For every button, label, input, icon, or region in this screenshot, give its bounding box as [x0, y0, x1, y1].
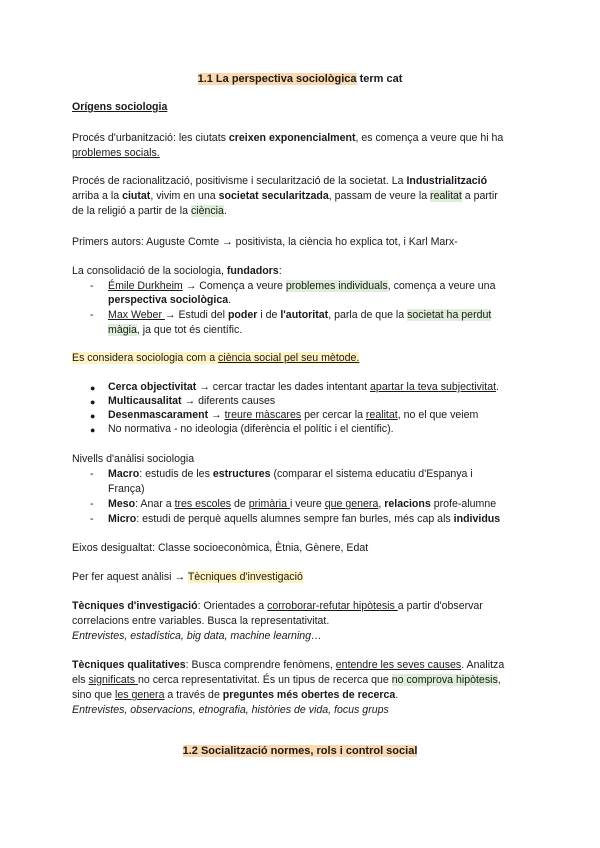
text: :: [278, 265, 282, 277]
bold-text: Macro: [108, 468, 140, 480]
text: → diferents causes: [181, 395, 276, 407]
list-dash: -: [90, 498, 94, 510]
text: .: [496, 381, 499, 393]
list-item-weber-line-1: [108, 309, 491, 322]
heading-highlighted-text: 1.2 Socialització normes, rols i control social: [182, 745, 418, 757]
highlighted-text: Es considera sociologia com a: [72, 352, 219, 364]
paragraph-consolidacio: [72, 265, 282, 278]
text: Primers autors: Auguste Comte → positivista, la ciència ho explica tot, i Karl Marx-: [72, 236, 458, 248]
section-heading-1-1: [0, 73, 600, 86]
paragraph-tecniques-line-3: [72, 630, 322, 643]
bold-text: societat secularitzada: [218, 190, 329, 202]
bullet-item-no-normativa: [108, 423, 394, 436]
text: . Analitza: [461, 659, 505, 671]
paragraph-analisi: [72, 571, 303, 584]
highlighted-text: Tècniques d'investigació: [187, 571, 303, 583]
paragraph-urbanitzacio-line-2: [72, 147, 160, 160]
underlined-text: que genera: [324, 498, 379, 510]
highlighted-text: màgia: [108, 324, 137, 336]
paragraph-qualitatives-line-4: [72, 704, 389, 717]
text: , vivim en una: [150, 190, 219, 202]
list-item-macro-line-1: [108, 468, 473, 481]
text: , es comença a veure que hi ha: [355, 132, 504, 144]
text: ,: [497, 674, 501, 686]
section-heading-1-2: [0, 745, 600, 758]
list-item-durkheim-line-1: [108, 280, 495, 293]
heading-suffix: term cat: [356, 73, 403, 85]
text: .: [223, 205, 227, 217]
bold-text: relacions: [384, 498, 431, 510]
text: .: [228, 294, 232, 306]
paragraph-ciencia-social: [72, 352, 359, 365]
bold-text: Desenmascarament: [108, 409, 209, 421]
list-dash: -: [90, 309, 94, 321]
text: No normativa - no ideologia (diferència el polític i el científic).: [108, 423, 394, 435]
paragraph-tecniques-line-2: [72, 615, 329, 628]
text: correlacions entre variables. Busca la representativitat.: [72, 615, 330, 627]
paragraph-nivells-title: [72, 453, 194, 466]
paragraph-primers-autors: [72, 236, 458, 249]
list-dash: -: [90, 280, 94, 292]
paragraph-tecniques-line-1: [72, 600, 483, 613]
bold-text: Cerca objectivitat: [108, 381, 197, 393]
highlighted-underlined-text: ciència social pel seu mètode.: [218, 352, 360, 364]
subheading-origens: [72, 101, 167, 114]
text: i de: [257, 309, 281, 321]
bold-text: perspectiva sociològica: [108, 294, 229, 306]
bullet-icon: ●: [90, 383, 96, 393]
underlined-text: apartar la teva subjectivitat: [370, 381, 497, 393]
text: Per fer aquest anàlisi →: [72, 571, 188, 583]
underlined-text: entendre les seves causes: [335, 659, 462, 671]
text: , ja que tot és científic.: [136, 324, 243, 336]
list-dash: -: [90, 468, 94, 480]
text: : Anar a: [135, 498, 175, 510]
paragraph-racionalitzacio-line-1: [72, 175, 487, 188]
bullet-item-objectivitat: [108, 381, 499, 394]
text: a través de: [164, 689, 223, 701]
text: Procés d'urbanització: les ciutats: [72, 132, 229, 144]
text: no cerca representativitat. És un tipus de recerca que: [137, 674, 392, 686]
highlighted-text: ciència: [190, 205, 224, 217]
text: , passam de veure la: [328, 190, 431, 202]
bold-text: Industrialització: [406, 175, 488, 187]
paragraph-eixos: [72, 542, 368, 555]
paragraph-qualitatives-line-1: [72, 659, 504, 672]
text: ,: [378, 498, 385, 510]
text: i veure: [289, 498, 325, 510]
list-item-durkheim-line-2: [108, 294, 231, 307]
underlined-text: les genera: [115, 689, 165, 701]
text: a partir d'observar: [397, 600, 483, 612]
bold-text: individus: [453, 513, 501, 525]
text: profe-alumne: [430, 498, 497, 510]
paragraph-urbanitzacio-line-1: [72, 132, 503, 145]
bullet-item-multicausalitat: [108, 395, 275, 408]
paragraph-racionalitzacio-line-3: [72, 205, 227, 218]
text: La consolidació de la sociologia,: [72, 265, 227, 277]
underlined-text: primària: [248, 498, 290, 510]
text: , parla de que la: [328, 309, 408, 321]
subheading-text: Orígens sociologia: [72, 101, 168, 113]
highlighted-text: societat ha perdut: [407, 309, 492, 321]
list-item-weber-line-2: [108, 324, 242, 337]
text: → cercar tractar les dades intentant: [196, 381, 371, 393]
underlined-text: significats: [88, 674, 138, 686]
text: , comença a veure una: [387, 280, 496, 292]
text: els: [72, 674, 89, 686]
bold-text: poder: [227, 309, 258, 321]
bold-text: l'autoritat: [280, 309, 329, 321]
list-dash: -: [90, 513, 94, 525]
paragraph-qualitatives-line-2: [72, 674, 501, 687]
text: per cercar la: [301, 409, 366, 421]
list-item-macro-line-2: [108, 483, 145, 496]
bullet-icon: ●: [90, 397, 96, 407]
text: Eixos desigualtat: Classe socioeconòmica, Ètnia, Gènere, Edat: [72, 542, 369, 554]
text: , no el que veiem: [397, 409, 479, 421]
bold-text: estructures: [212, 468, 271, 480]
bold-text: Multicausalitat: [108, 395, 182, 407]
bullet-icon: ●: [90, 411, 96, 421]
bold-text: Micro: [108, 513, 137, 525]
underlined-text: Max Weber: [108, 309, 165, 321]
text: sino que: [72, 689, 115, 701]
text: : Orientades a: [197, 600, 268, 612]
text: → Estudi del: [164, 309, 228, 321]
text: .: [395, 689, 399, 701]
underlined-text: problemes socials.: [72, 147, 160, 159]
text: a partir: [461, 190, 498, 202]
text: de: [231, 498, 249, 510]
text: →: [208, 409, 225, 421]
underlined-text: tres escoles: [174, 498, 232, 510]
highlighted-text: no comprova hipòtesis: [391, 674, 498, 686]
paragraph-racionalitzacio-line-2: [72, 190, 498, 203]
text: → Comença a veure: [182, 280, 286, 292]
text: França): [108, 483, 145, 495]
heading-highlighted-text: 1.1 La perspectiva sociològica: [197, 73, 357, 85]
bold-text: Tècniques d'investigació: [72, 600, 198, 612]
highlighted-text: problemes individuals: [285, 280, 388, 292]
list-item-meso: [108, 498, 496, 511]
text: Procés de racionalització, positivisme i secularització de la societat. La: [72, 175, 407, 187]
bold-text: Tècniques qualitatives: [72, 659, 186, 671]
text: : Busca comprendre fenòmens,: [185, 659, 336, 671]
bold-text: ciutat: [122, 190, 151, 202]
paragraph-qualitatives-line-3: [72, 689, 398, 702]
bold-text: fundadors: [226, 265, 279, 277]
text: arriba a la: [72, 190, 123, 202]
highlighted-text: realitat: [430, 190, 462, 202]
underlined-text: realitat: [365, 409, 398, 421]
underlined-text: corroborar-refutar hipòtesis: [267, 600, 398, 612]
bold-text: Meso: [108, 498, 136, 510]
text: de la religió a partir de la: [72, 205, 191, 217]
underlined-text: Émile Durkheim: [108, 280, 183, 292]
bold-text: creixen exponencialment: [228, 132, 356, 144]
list-item-micro: [108, 513, 500, 526]
text: (comparar el sistema educatiu d'Espanya i: [270, 468, 473, 480]
text: Nivells d'anàlisi sociologia: [72, 453, 195, 465]
text: : estudis de les: [139, 468, 213, 480]
underlined-text: treure màscares: [224, 409, 302, 421]
italic-text: Entrevistes, observacions, etnografia, històries de vida, focus grups: [72, 704, 389, 716]
italic-text: Entrevistes, estadística, big data, machine learning…: [72, 630, 322, 642]
bullet-icon: ●: [90, 425, 96, 435]
bold-text: preguntes més obertes de recerca: [222, 689, 396, 701]
bullet-item-desenmascarament: [108, 409, 478, 422]
text: : estudi de perquè aquells alumnes sempre fan burles, més cap als: [136, 513, 454, 525]
